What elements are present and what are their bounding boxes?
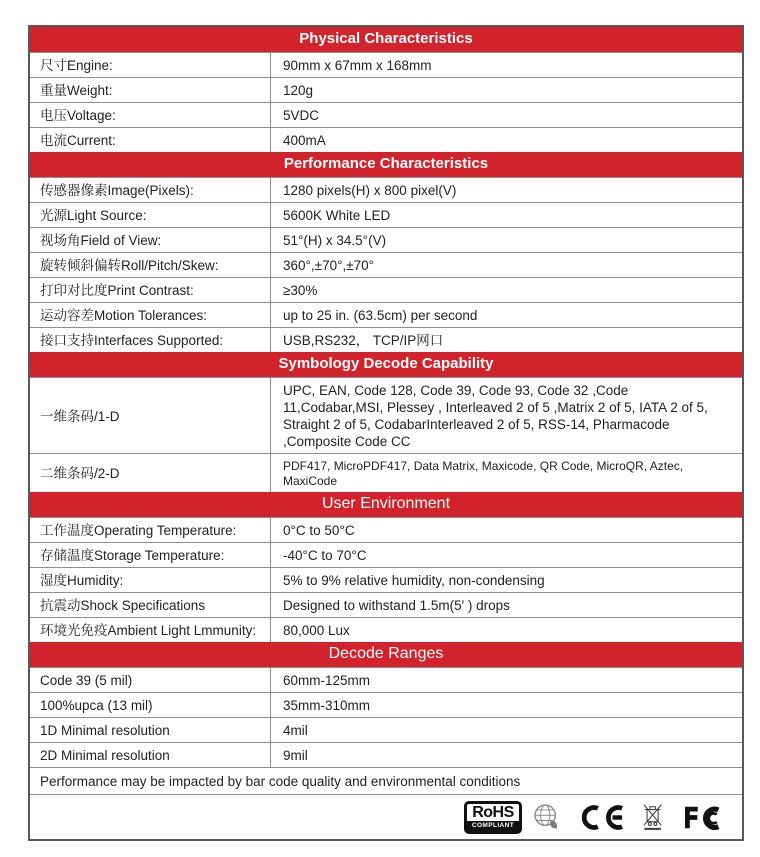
- spec-label: 运动容差Motion Tolerances:: [30, 303, 271, 327]
- spec-row: [30, 542, 742, 567]
- spec-row: [30, 617, 742, 642]
- spec-label: 2D Minimal resolution: [30, 743, 271, 767]
- spec-value: 120g: [283, 83, 314, 98]
- spec-value: 51°(H) x 34.5°(V): [283, 233, 387, 248]
- spec-value: 400mA: [283, 133, 326, 148]
- spec-label: 视场角Field of View:: [30, 228, 271, 252]
- spec-value: Designed to withstand 1.5m(5′ ) drops: [283, 598, 510, 613]
- spec-label: 传感器像素Image(Pixels):: [30, 178, 271, 202]
- spec-row: [30, 52, 742, 77]
- section-header-0: Physical Characteristics: [30, 27, 742, 52]
- spec-row: [30, 377, 742, 453]
- spec-label: 接口支持Interfaces Supported:: [30, 328, 271, 352]
- spec-row: [30, 302, 742, 327]
- spec-value: USB,RS232， TCP/IP网口: [283, 333, 444, 348]
- spec-label: 电流Current:: [30, 128, 271, 152]
- spec-value: 90mm x 67mm x 168mm: [283, 58, 432, 73]
- section-header-1: Performance Characteristics: [30, 152, 742, 177]
- spec-row: [30, 277, 742, 302]
- spec-row: [30, 453, 742, 492]
- spec-row: [30, 592, 742, 617]
- certification-row: [30, 794, 742, 839]
- spec-row: [30, 177, 742, 202]
- spec-row: [30, 252, 742, 277]
- spec-label: 电压Voltage:: [30, 103, 271, 127]
- spec-row: [30, 102, 742, 127]
- spec-row: [30, 667, 742, 692]
- spec-label: 旋转倾斜偏转Roll/Pitch/Skew:: [30, 253, 271, 277]
- spec-label: 存储温度Storage Temperature:: [30, 543, 271, 567]
- spec-label: 尺寸Engine:: [30, 53, 271, 77]
- spec-row: [30, 692, 742, 717]
- spec-label: 一维条码/1-D: [30, 378, 271, 453]
- footer-note: Performance may be impacted by bar code quality and environmental conditions: [30, 767, 742, 794]
- section-header-2: Symbology Decode Capability: [30, 352, 742, 377]
- spec-label: 湿度Humidity:: [30, 568, 271, 592]
- spec-row: [30, 202, 742, 227]
- spec-value: 0°C to 50°C: [283, 523, 355, 538]
- spec-label: Code 39 (5 mil): [30, 668, 271, 692]
- weee-bin-icon: [641, 802, 665, 832]
- spec-value: 4mil: [283, 723, 308, 738]
- spec-label: 打印对比度Print Contrast:: [30, 278, 271, 302]
- spec-value: PDF417, MicroPDF417, Data Matrix, Maxicode, QR Code, MicroQR, Aztec, MaxiCode: [283, 459, 684, 488]
- spec-label: 光源Light Source:: [30, 203, 271, 227]
- spec-value: -40°C to 70°C: [283, 548, 367, 563]
- spec-label: 环境光免疫Ambient Light Lmmunity:: [30, 618, 271, 642]
- spec-label: 工作温度Operating Temperature:: [30, 518, 271, 542]
- spec-value: ≥30%: [283, 283, 318, 298]
- spec-label: 重量Weight:: [30, 78, 271, 102]
- spec-value: 360°,±70°,±70°: [283, 258, 375, 273]
- rohs-badge: [464, 801, 522, 834]
- spec-row: [30, 127, 742, 152]
- eco-globe-icon: [532, 802, 562, 832]
- spec-row: [30, 227, 742, 252]
- spec-value: 5% to 9% relative humidity, non-condensing: [283, 573, 545, 588]
- spec-value: 80,000 Lux: [283, 623, 350, 638]
- spec-sections: [30, 27, 742, 767]
- section-header-4: Decode Ranges: [30, 642, 742, 667]
- spec-label: 1D Minimal resolution: [30, 718, 271, 742]
- spec-row: [30, 327, 742, 352]
- spec-row: [30, 77, 742, 102]
- section-header-3: User Environment: [30, 492, 742, 517]
- spec-row: [30, 742, 742, 767]
- spec-value: 9mil: [283, 748, 308, 763]
- spec-value: UPC, EAN, Code 128, Code 39, Code 93, Code 32 ,Code 11,Codabar,MSI, Plessey , Interleaved 2 of 5 ,Matrix 2 of 5, IATA 2 of 5, Straight 2 of 5, CodabarInterleaved 2 of 5, RSS-14, Pharmacode ,Composite Code CC: [283, 383, 708, 449]
- rohs-label: RoHS: [472, 803, 514, 821]
- rohs-sublabel: COMPLIANT: [467, 821, 519, 831]
- spec-label: 100%upca (13 mil): [30, 693, 271, 717]
- spec-value: 60mm-125mm: [283, 673, 371, 688]
- spec-value: 5VDC: [283, 108, 320, 123]
- ce-mark-icon: [578, 804, 625, 831]
- spec-value: 5600K White LED: [283, 208, 391, 223]
- spec-row: [30, 567, 742, 592]
- spec-row: [30, 517, 742, 542]
- fcc-mark-icon: [681, 804, 724, 831]
- spec-value: up to 25 in. (63.5cm) per second: [283, 308, 478, 323]
- spec-label: 二维条码/2-D: [30, 454, 271, 492]
- spec-value: 35mm-310mm: [283, 698, 371, 713]
- spec-label: 抗震动Shock Specifications: [30, 593, 271, 617]
- spec-sheet: [28, 25, 744, 841]
- spec-value: 1280 pixels(H) x 800 pixel(V): [283, 183, 457, 198]
- spec-row: [30, 717, 742, 742]
